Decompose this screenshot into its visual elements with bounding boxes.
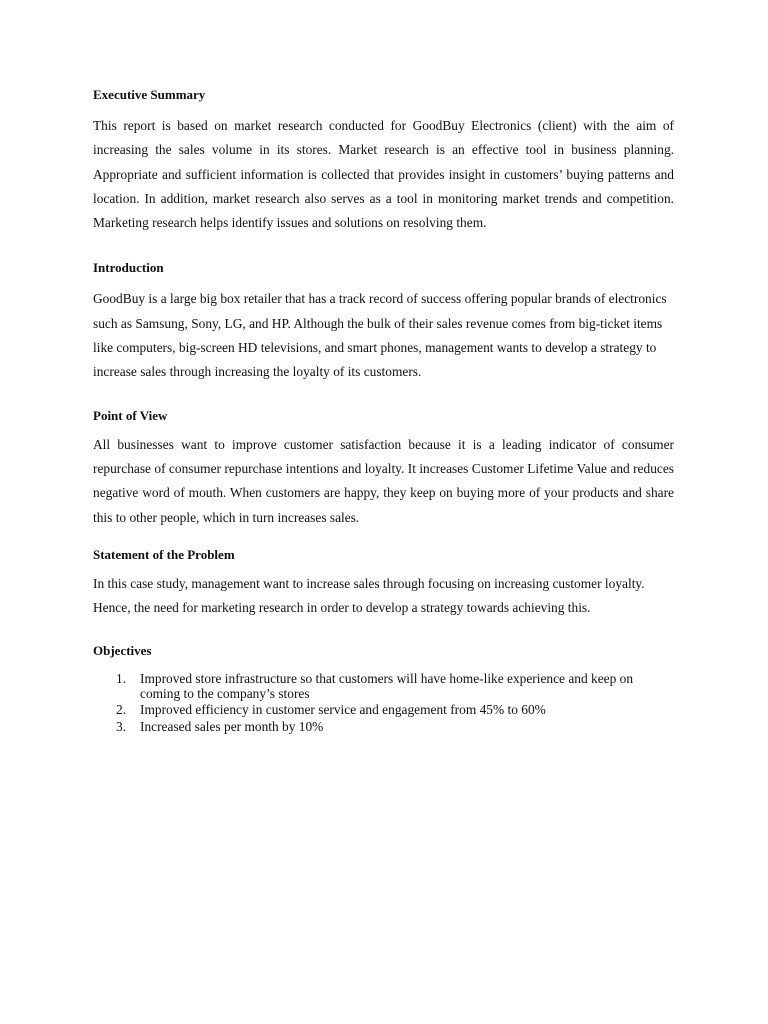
objectives-heading: Objectives xyxy=(93,643,152,659)
problem-statement-section xyxy=(93,546,674,621)
executive-summary-heading: Executive Summary xyxy=(93,87,206,102)
objectives-list xyxy=(93,672,674,734)
objectives-section xyxy=(93,642,674,734)
objective-text: Increased sales per month by 10% xyxy=(140,718,324,734)
objective-number: 3. xyxy=(116,718,127,734)
problem-statement-paragraph: In this case study, management want to increase sales through focusing on increasing customer loyalty. Hence, the need for marketing research in order to develop a strategy towards achieving this. xyxy=(93,575,645,616)
introduction-section xyxy=(93,259,674,384)
objective-number: 1. xyxy=(116,671,127,687)
objective-item xyxy=(93,703,674,718)
point-of-view-paragraph: All businesses want to improve customer satisfaction because it is a leading indicator of consumer repurchase of consumer repurchase intentions and loyalty. It increases Customer Lifetime Value and reduces negative word of mouth. When customers are happy, they keep on buying more of your products and share this to other people, which in turn increases sales. xyxy=(93,436,674,525)
introduction-paragraph: GoodBuy is a large big box retailer that has a track record of success offering popular brands of electronics such as Samsung, Sony, LG, and HP. Although the bulk of their sales revenue comes from big-ticket items like computers, big-screen HD televisions, and smart phones, management wants to develop a strategy to increase sales through increasing the loyalty of its customers. xyxy=(93,291,667,380)
problem-statement-heading: Statement of the Problem xyxy=(93,546,235,562)
introduction-heading: Introduction xyxy=(93,260,164,276)
objective-number: 2. xyxy=(116,702,127,718)
point-of-view-heading: Point of View xyxy=(93,407,168,423)
objective-text: Improved efficiency in customer service and engagement from 45% to 60% xyxy=(140,702,546,718)
document-page xyxy=(93,86,674,736)
objective-item xyxy=(93,672,674,701)
executive-summary-paragraph: This report is based on market research conducted for GoodBuy Electronics (client) with the aim of increasing the sales volume in its stores. Market research is an effective tool in business planning. Appropriate and sufficient information is collected that provides insight in customers’ buying patterns and location. In addition, market research also serves as a tool in monitoring market trends and competition. Marketing research helps identify issues and solutions on resolving them. xyxy=(93,118,674,231)
point-of-view-section xyxy=(93,407,674,530)
objective-text: Improved store infrastructure so that customers will have home-like experience and keep on coming to the company’s stores xyxy=(140,671,634,701)
objective-item xyxy=(93,720,674,735)
executive-summary-section xyxy=(93,86,674,235)
